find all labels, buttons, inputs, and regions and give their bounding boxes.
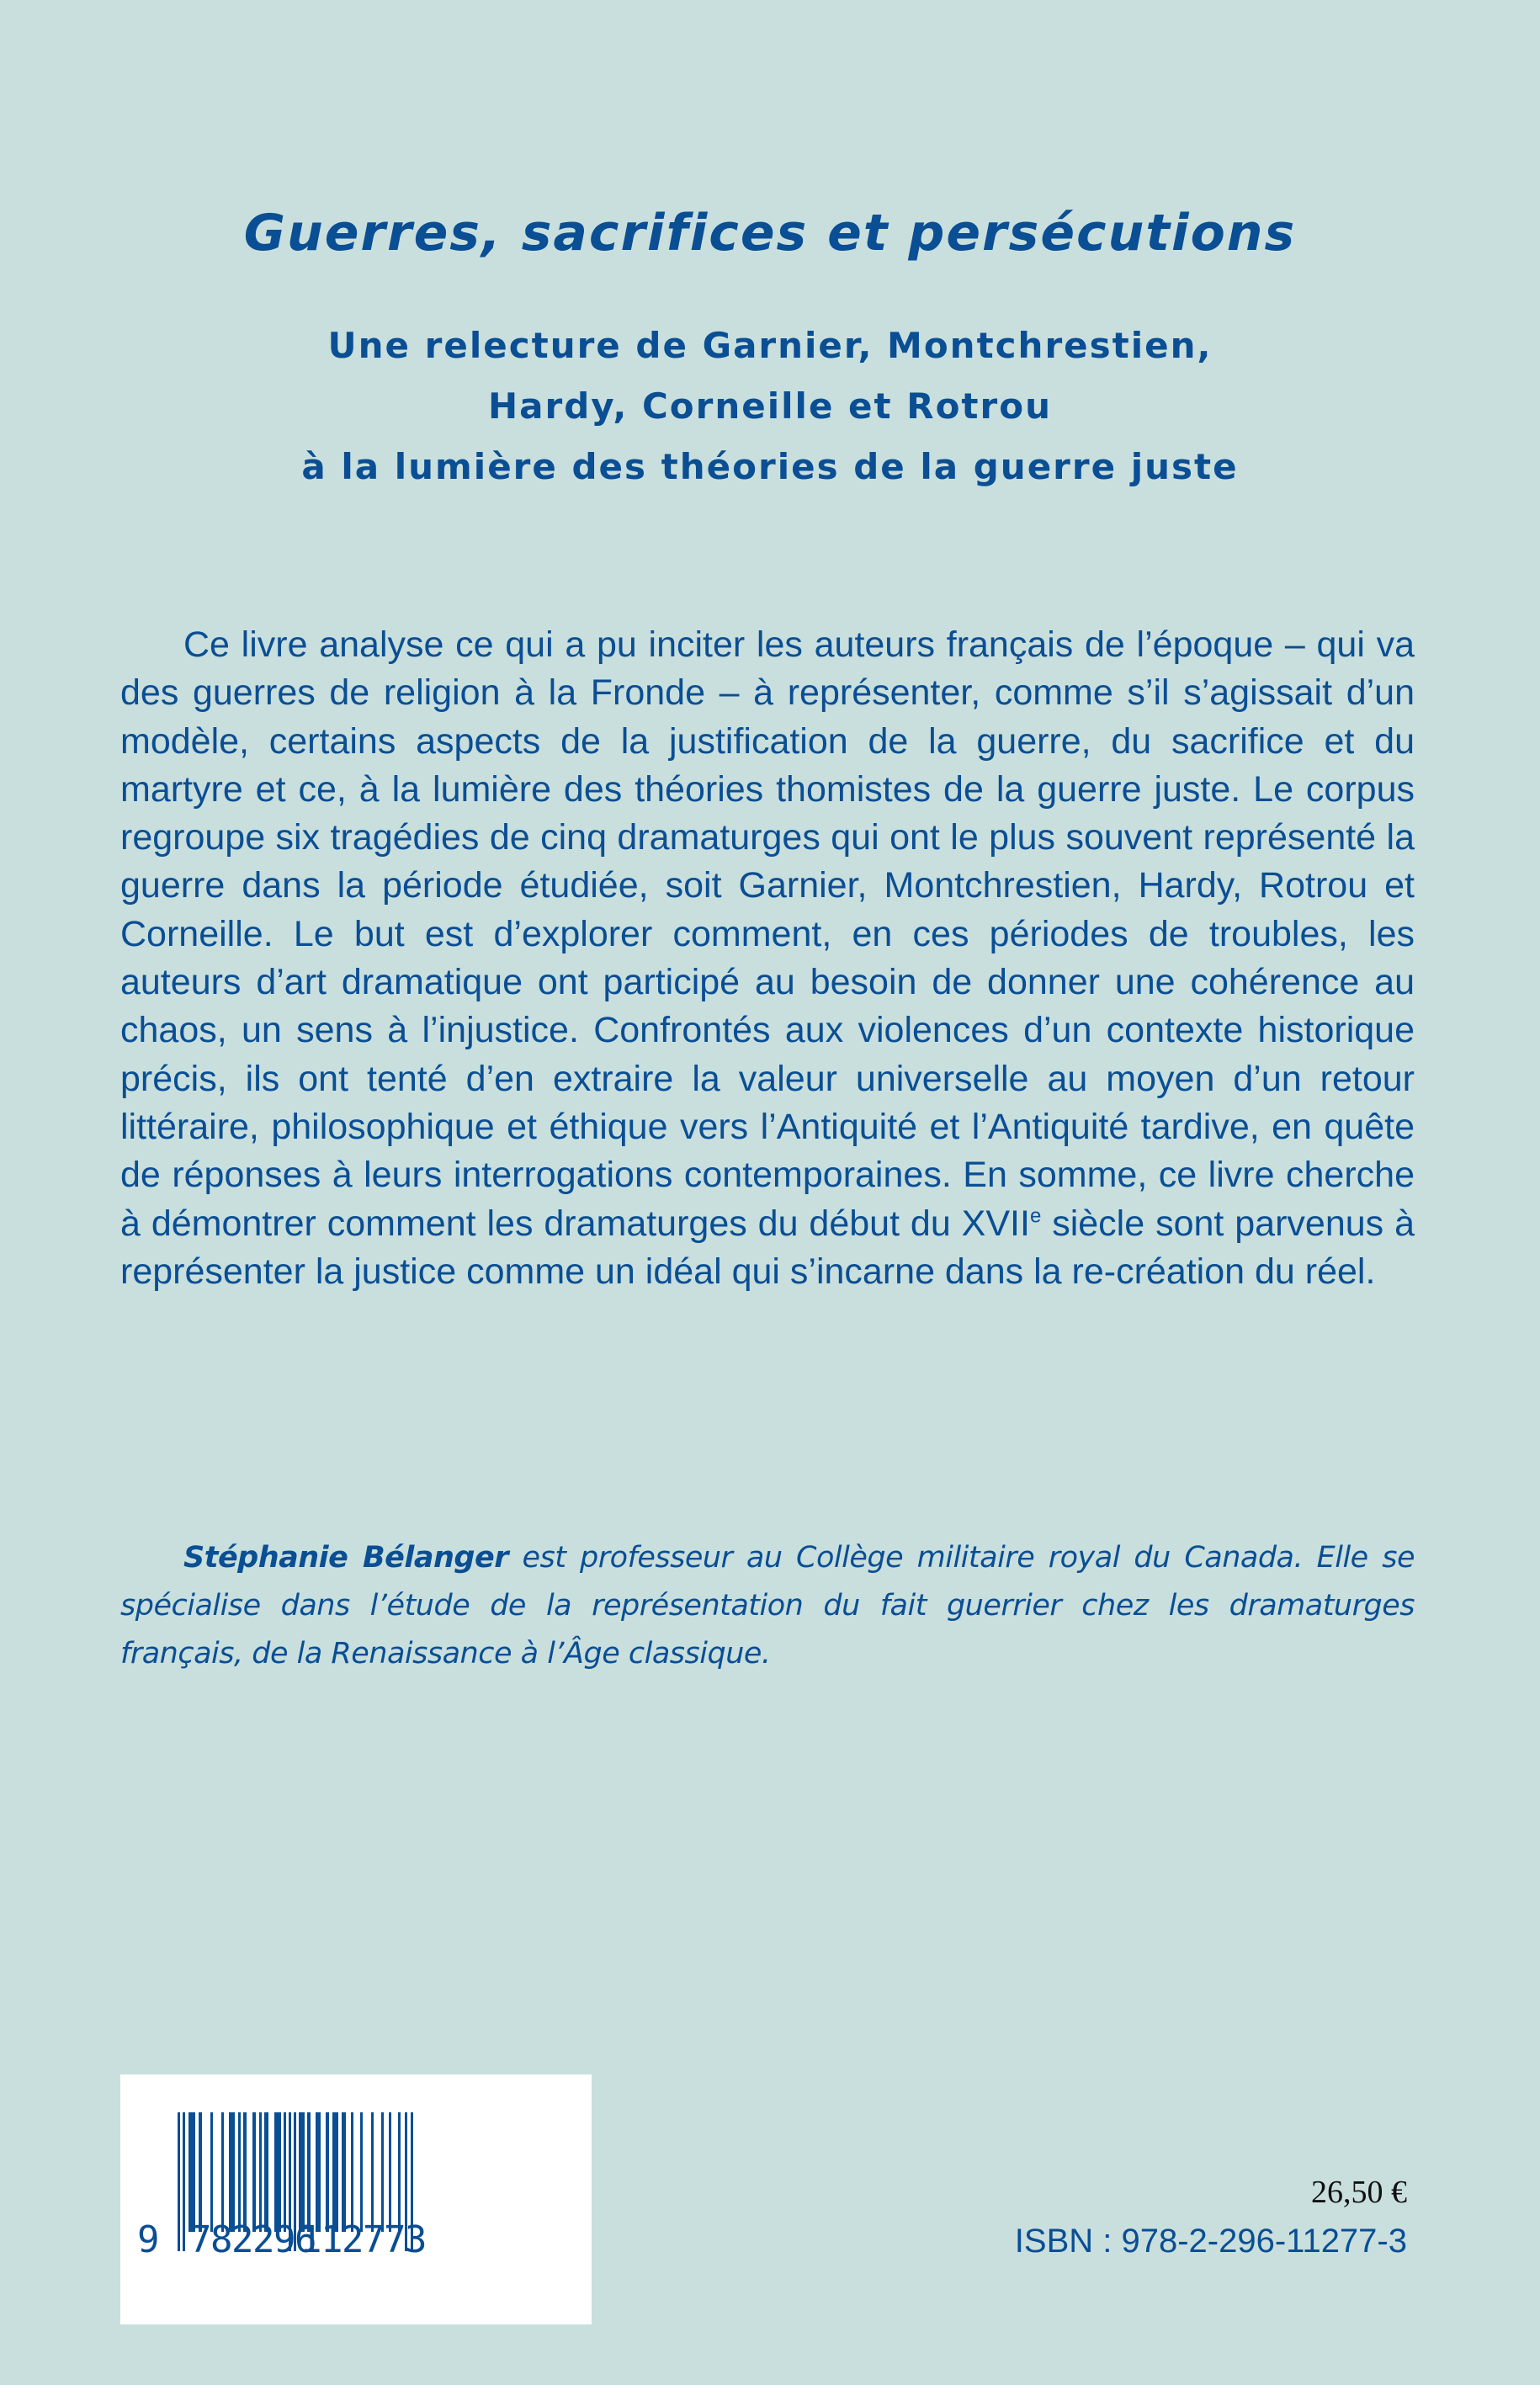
barcode [120,2074,592,2324]
author-bio-text: est professeur au Collège militaire royal du Canada. Elle se spécialise dans l’étude de la représentation du fait guerrier chez les dramaturges français, de la Renaissance à l’Âge classique. [120,1541,1415,1671]
barcode-lead-digit: 9 [137,2218,160,2261]
author-name: Stéphanie Bélanger [183,1541,508,1575]
subtitle-line: Une relecture de Garnier, Montchrestien, [327,325,1213,366]
subtitle-line: à la lumière des théories de la guerre juste [301,446,1239,487]
price: 26,50 € [1311,2175,1407,2210]
barcode-left-digits: 782296 [189,2218,316,2261]
book-title: Guerres, sacrifices et persécutions [243,204,1297,263]
book-summary [120,621,1415,1296]
summary-text: Ce livre analyse ce qui a pu inciter les auteurs français de l’époque – qui va des guerres de religion à la Fronde – à représenter, comme s’il s’agissait d’un modèle, certains aspects de la justification de la guerre, du sacrifice et du martyre et ce, à la lumière des théories thomistes de la guerre juste. Le corpus regroupe six tragédies de cinq dramaturges qui ont le plus souvent représenté la guerre dans la période étudiée, soit Garnier, Montchrestien, Hardy, Rotrou et Corneille. Le but est d’explorer comment, en ces périodes de troubles, les auteurs d’art dramatique ont participé au besoin de donner une cohérence au chaos, un sens à l’injustice. Confrontés aux violences d’un contexte historique précis, ils ont tenté d’en extraire la valeur universelle au moyen d’un retour littéraire, philosophique et éthique vers l’Antiquité et l’Antiquité tardive, en quête de réponses à leurs interrogations contemporaines. En somme, ce livre cherche à démontrer comment les dramaturges du début du XVII [120,624,1415,1244]
isbn: ISBN : 978-2-296-11277-3 [1014,2223,1407,2260]
barcode-bars-icon [120,2074,592,2324]
author-bio [120,1534,1415,1678]
summary-text-end: siècle sont parvenus à représenter la justice comme un idéal qui s’incarne dans la re-création du réel. [120,1203,1415,1292]
subtitle-line: Hardy, Corneille et Rotrou [488,385,1052,427]
barcode-right-digits: 112773 [300,2218,426,2261]
century-superscript: e [1029,1204,1042,1228]
book-subtitle [0,316,1540,497]
